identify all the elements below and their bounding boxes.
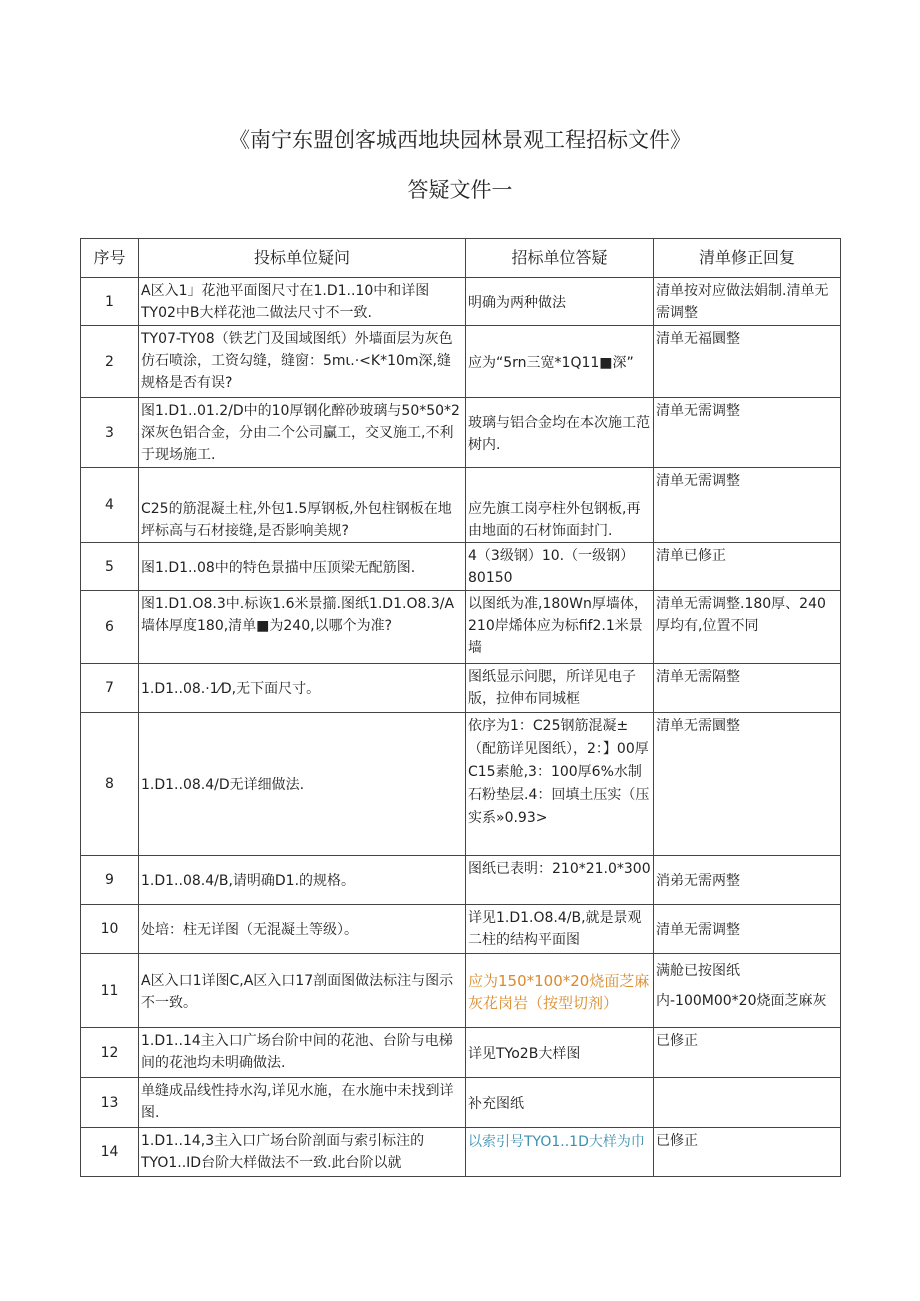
question-cell: 图1.D1.O8.3中.标诙1.6米景擶.图纸1.D1.O8.3/A墙体厚度180,清单■为240,以哪个为准?: [141, 596, 455, 634]
row-number: 1: [81, 278, 139, 326]
question-cell: TY07-TY08（铁艺门及国域图纸）外墙面层为灰色仿石喷涂，工资勾缝，缝窗：5mι.·<K*10m深,缝规格是否有误?: [141, 331, 453, 391]
question-cell: 处培：柱无详图（无混凝土等级）。: [141, 922, 358, 938]
document-title: 《南宁东盟创客城西地块园林景观工程招标文件》: [229, 128, 691, 152]
reply-cell: 已修正: [656, 1133, 698, 1149]
reply-cell: 清单无福圜整: [656, 331, 740, 347]
question-cell: C25的筋混凝土柱,外包1.5厚钢板,外包柱钢板在地坪标高与石材接缝,是否影响美规?: [141, 501, 452, 539]
answer-cell: 详见1.D1.O8.4/B,就是景观二柱的结构平面图: [468, 910, 642, 948]
qa-table: [80, 238, 841, 1177]
table-row: [81, 664, 841, 713]
question-cell: 单缝成品线性持水沟,详见水施，在水施中未找到详图.: [141, 1083, 454, 1121]
table-row: [81, 905, 841, 954]
reply-cell: 清单按对应做法娟制.清单无需调整: [656, 283, 829, 321]
row-number: 11: [81, 954, 139, 1028]
answer-cell: 详见TYo2B大样图: [468, 1045, 581, 1062]
row-number: 5: [81, 543, 139, 591]
question-cell: 1.D1..14主入口广场台阶中间的花池、台阶与电梯间的花池均未明确做法.: [141, 1033, 453, 1071]
reply-cell: 清单已修正: [656, 548, 726, 564]
reply-cell: 清单无需调整: [656, 403, 740, 419]
question-cell: 图1.D1..08中的特色景描中压顶梁无配筋图.: [141, 559, 416, 576]
reply-cell: 清单无需圜整: [656, 718, 740, 734]
reply-cell: 清单无需调整: [656, 473, 740, 489]
header-question: 投标单位疑问: [139, 239, 466, 278]
row-number: 7: [81, 664, 139, 713]
row-number: 8: [81, 713, 139, 856]
table-row: [81, 1078, 841, 1128]
answer-cell: 明确为两种做法: [468, 294, 566, 311]
row-number: 9: [81, 856, 139, 905]
row-number: 13: [81, 1078, 139, 1128]
answer-cell: 玻璃与铝合金均在本次施工范树内.: [468, 414, 650, 453]
table-row: [81, 1028, 841, 1078]
answer-cell: 补充图纸: [468, 1095, 524, 1112]
answer-cell: 应为150*100*20烧面芝麻灰花岗岩（按型切剂）: [468, 971, 650, 1012]
answer-cell: 应为“5rn三宽*1Q11■深”: [468, 354, 634, 371]
table-row: [81, 326, 841, 398]
reply-cell: 清单无需调整: [656, 922, 740, 938]
table-row: [81, 954, 841, 1028]
table-header-row: [81, 239, 841, 278]
row-number: 10: [81, 905, 139, 954]
table-row: [81, 1128, 841, 1177]
question-cell: 1.D1..14,3主入口广场台阶剖面与索引标注的TYO1..ID台阶大样做法不一致.此台阶以就: [141, 1133, 425, 1171]
table-row: [81, 398, 841, 468]
row-number: 6: [81, 591, 139, 664]
header-answer: 招标单位答疑: [466, 239, 654, 278]
question-cell: 1.D1..08.4/B,请明确D1.的规格。: [141, 873, 356, 889]
question-cell: A区入1」花池平面图尺寸在1.D1..10中和详图TY02中B大样花池二做法尺寸不一致.: [141, 283, 430, 321]
question-cell: 图1.D1..01.2/D中的10厚钢化醉砂玻璃与50*50*2深灰色铝合金，分由二个公司臝工，交叉施工,不利于现场施工.: [141, 403, 460, 463]
header-reply: 清单修正回复: [654, 239, 841, 278]
table-row: [81, 591, 841, 664]
document-subtitle: 答疑文件一: [407, 178, 513, 202]
answer-cell: 依序为1：C25钢筋混凝±（配筋详见图纸），2：】00厚C15素舱,3：100厚6%水制石粉垫层.4：回填土压实（压实系»0.93>: [468, 718, 650, 826]
table-row: [81, 856, 841, 905]
answer-cell: 以索引号TYO1..1D大样为巾: [468, 1133, 645, 1150]
table-row: [81, 713, 841, 856]
question-cell: 1.D1..08.4/D无详细做法.: [141, 777, 305, 793]
reply-cell: 满舱已按图纸内-100M00*20烧面芝麻灰: [656, 963, 827, 1009]
answer-cell: 图纸显示问腮，所详见电子版，拉伸布同城框: [468, 669, 636, 707]
answer-cell: 图纸已表明：210*21.0*300: [468, 861, 651, 877]
table-row: [81, 543, 841, 591]
reply-cell: 已修正: [656, 1033, 698, 1049]
table-row: [81, 468, 841, 543]
answer-cell: 4（3级钢）10.（一级钢）80150: [468, 548, 635, 586]
row-number: 4: [81, 468, 139, 543]
answer-cell: 以图纸为准,180Wn厚墙体，210岸烯体应为标fif2.1米景墙: [468, 596, 648, 656]
table-row: [81, 278, 841, 326]
row-number: 2: [81, 326, 139, 398]
question-cell: 1.D1..08.·1⁄D,无下面尺寸。: [141, 681, 321, 697]
row-number: 3: [81, 398, 139, 468]
row-number: 12: [81, 1028, 139, 1078]
reply-cell: 清单无需隔整: [656, 669, 740, 685]
question-cell: A区入口1详图C,A区入口17剖面图做法标注与图示不一致。: [141, 972, 454, 1011]
answer-cell: 应先旗工岗亭柱外包钢板,再由地面的石材饰面封门.: [468, 501, 641, 539]
reply-cell: 消弟无需两整: [656, 873, 740, 889]
row-number: 14: [81, 1128, 139, 1177]
reply-cell: 清单无需调整.180厚、240厚均有,位置不同: [656, 596, 826, 634]
header-no: 序号: [81, 239, 139, 278]
